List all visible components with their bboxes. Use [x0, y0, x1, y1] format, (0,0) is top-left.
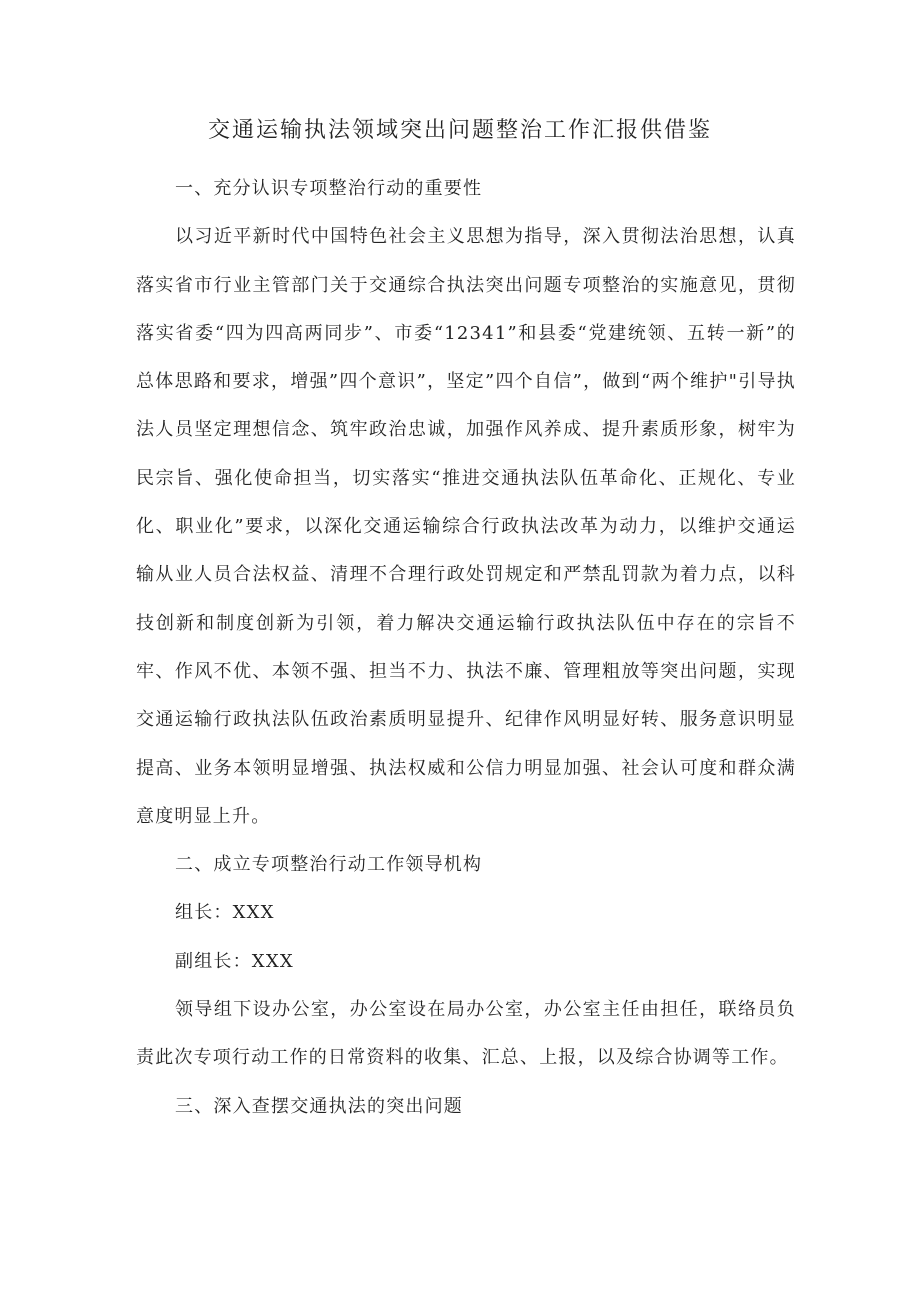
section-heading-2: 二、成立专项整治行动工作领导机构	[175, 854, 483, 876]
document-title: 交通运输执法领域突出问题整治工作汇报供借鉴	[207, 118, 712, 143]
section-heading-3: 三、深入查摆交通执法的突出问题	[175, 1095, 463, 1117]
section-heading-1: 一、充分认识专项整治行动的重要性	[175, 178, 483, 199]
group-leader-line: 组长：XXX	[175, 902, 275, 924]
deputy-leader-line: 副组长：XXX	[175, 950, 294, 972]
document-body	[136, 165, 796, 1131]
paragraph-guiding-ideology: 以习近平新时代中国特色社会主义思想为指导，深入贯彻法治思想，认真落实省市行业主管部门关于交通综合执法突出问题专项整治的实施意见，贯彻落实省委“四为四高两同步”、市委“12341”和县委“党建统领、五转一新”的总体思路和要求，增强”四个意识”，坚定”四个自信”，做到“两个维护"引导执法人员坚定理想信念、筑牢政治忠诚，加强作风养成、提升素质形象，树牢为民宗旨、强化使命担当，切实落实“推进交通执法队伍革命化、正规化、专业化、职业化”要求，以深化交通运输综合行政执法改革为动力，以维护交通运输从业人员合法权益、清理不合理行政处罚规定和严禁乱罚款为着力点，以科技创新和制度创新为引领，着力解决交通运输行政执法队伍中存在的宗旨不牢、作风不优、本领不强、担当不力、执法不廉、管理粗放等突出问题，实现交通运输行政执法队伍政治素质明显提升、纪律作风明显好转、服务意识明显提高、业务本领明显增强、执法权威和公信力明显加强、社会认可度和群众满意度明显上升。	[136, 226, 796, 827]
paragraph-office-setup: 领导组下设办公室，办公室设在局办公室，办公室主任由担任，联络员负责此次专项行动工作的日常资料的收集、汇总、上报，以及综合协调等工作。	[136, 999, 796, 1069]
